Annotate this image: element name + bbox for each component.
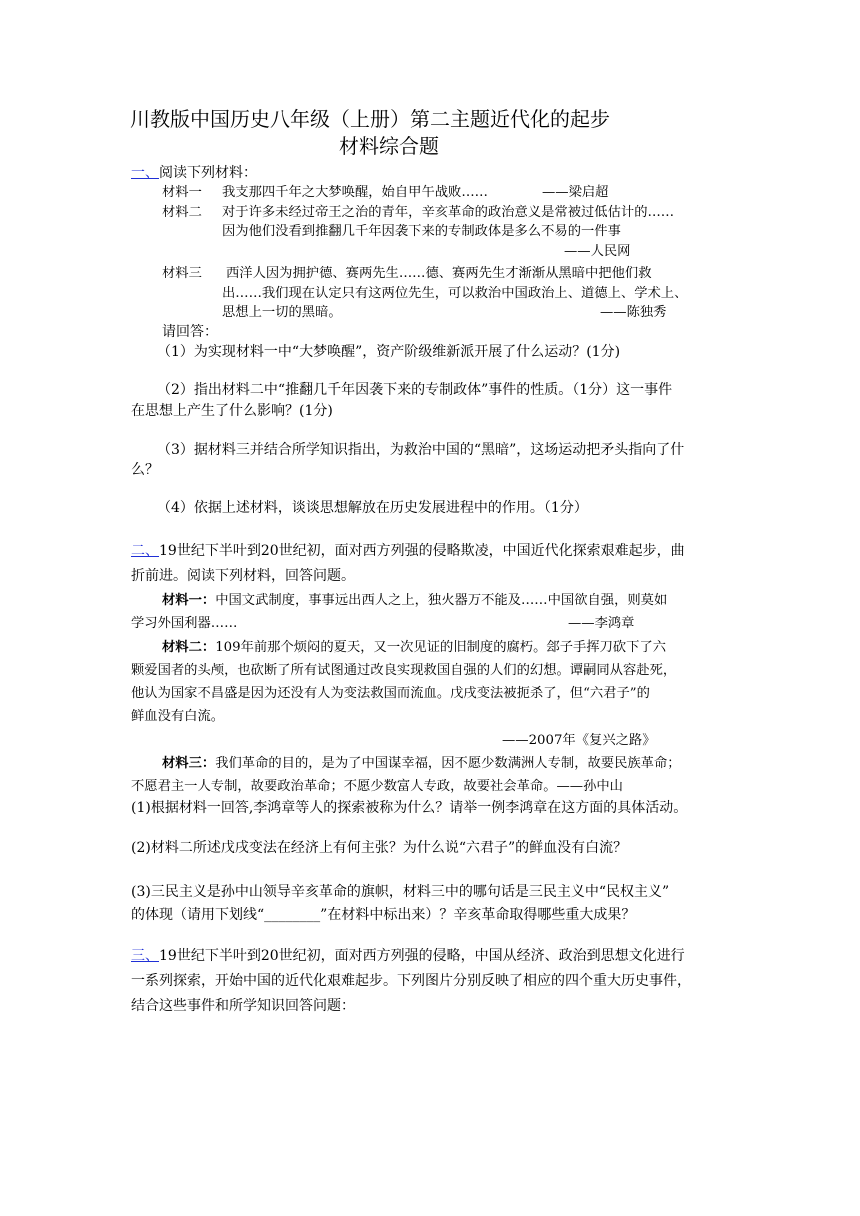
q1-sub3-line2: 么？ [131, 462, 159, 478]
q2-m1-label: 材料一： [162, 593, 216, 608]
q1-m2-source: ——人民网 [564, 244, 631, 259]
q1-sub3-line1: （3）据材料三并结合所学知识指出，为救治中国的“黑暗”，这场运动把矛头指向了什 [157, 442, 685, 458]
q2-m2-line2: 颗爱国者的头颅，也砍断了所有试图通过改良实现救国自强的人们的幻想。谭嗣同从容赴死， [131, 663, 677, 678]
q1-m1-source: ——梁启超 [542, 185, 609, 200]
q3-intro-line1: 三、19世纪下半叶到20世纪初，面对西方列强的侵略，中国从经济、政治到思想文化进行 [131, 948, 685, 964]
q2-number: 二、 [131, 543, 159, 559]
q1-m3-text-1: 西洋人因为拥护德、赛两先生……德、赛两先生才渐渐从黑暗中把他们救 [226, 266, 652, 281]
q1-sub2-line1: （2）指出材料二中“推翻几千年因袭下来的专制政体”事件的性质。（1分）这一事件 [157, 382, 673, 398]
q3-number: 三、 [131, 948, 159, 964]
q1-m3-text-2: 出……我们现在认定只有这两位先生，可以救治中国政治上、道德上、学术上、 [222, 286, 688, 301]
q2-m1-source: ——李鸿章 [568, 616, 635, 631]
q2-m3-line2: 不愿君主一人专制，故要政治革命；不愿少数富人专政，故要社会革命。——孙中山 [131, 779, 623, 794]
q2-m2-source: ——2007年《复兴之路》 [502, 733, 656, 748]
q1-m2-text-2: 因为他们没看到推翻几千年因袭下来的专制政体是多么不易的一件事 [222, 224, 621, 239]
q3-intro-line2: 一系列探索，开始中国的近代化艰难起步。下列图片分别反映了相应的四个重大历史事件， [131, 973, 691, 989]
q2-m1-line1: 材料一：中国文武制度，事事远出西人之上，独火器万不能及……中国欲自强，则莫如 [162, 593, 668, 608]
q2-sub2: (2)材料二所述戊戌变法在经济上有何主张？为什么说“六君子”的鲜血没有白流？ [131, 840, 628, 856]
q1-ask: 请回答： [162, 324, 218, 340]
q1-m2-label: 材料二 [162, 205, 202, 220]
q1-intro: 阅读下列材料： [159, 165, 257, 181]
q1-m3-text-3: 思想上一切的黑暗。 [222, 305, 342, 320]
q1-m3-source: ——陈独秀 [600, 305, 667, 320]
q1-sub4: （4）依据上述材料，谈谈思想解放在历史发展进程中的作用。（1分） [157, 500, 588, 516]
q1-header [131, 163, 257, 183]
document-title: 川教版中国历史八年级（上册）第二主题近代化的起步 [130, 107, 610, 131]
q1-sub1: （1）为实现材料一中“大梦唤醒”，资产阶级维新派开展了什么运动？(1分) [157, 344, 621, 360]
q1-m2-text-1: 对于许多未经过帝王之治的青年，辛亥革命的政治意义是常被过低估计的…… [222, 205, 675, 220]
q1-sub2-line2: 在思想上产生了什么影响？(1分) [131, 403, 333, 419]
q2-sub3-line2: 的体现（请用下划线“________”在材料中标出来）？辛亥革命取得哪些重大成果？ [131, 907, 636, 923]
q2-sub1: (1)根据材料一回答,李鸿章等人的探索被称为什么？请举一例李鸿章在这方面的具体活动。 [131, 800, 688, 816]
q2-m2-line4: 鲜血没有白流。 [131, 709, 225, 724]
q2-m3-label: 材料三： [162, 756, 216, 771]
q3-intro-line3: 结合这些事件和所学知识回答问题： [131, 998, 355, 1014]
q1-m3-label: 材料三 [162, 266, 202, 281]
q2-sub3-line1: (3)三民主义是孙中山领导辛亥革命的旗帜，材料三中的哪句话是三民主义中“民权主义” [131, 884, 670, 900]
q2-m2-line1: 材料二：109年前那个烦闷的夏天，又一次见证的旧制度的腐朽。郐子手挥刀砍下了六 [162, 640, 667, 655]
q2-m2-line3: 他认为国家不昌盛是因为还没有人为变法救国而流血。戊戌变法被扼杀了，但“六君子”的 [131, 686, 650, 701]
q2-m1-line2: 学习外国利器…… [131, 616, 238, 631]
q2-intro-line2: 折前进。阅读下列材料，回答问题。 [131, 568, 355, 584]
q2-m2-label: 材料二： [162, 640, 216, 655]
document-subtitle: 材料综合题 [339, 134, 439, 158]
q1-m1-text: 我支那四千年之大梦唤醒，始自甲午战败…… [222, 185, 488, 200]
q1-number: 一、 [131, 165, 159, 181]
q1-m1-label: 材料一 [162, 185, 202, 200]
q2-intro-line1: 二、19世纪下半叶到20世纪初，面对西方列强的侵略欺凌，中国近代化探索艰难起步，曲 [131, 543, 685, 559]
q2-m3-line1: 材料三：我们革命的目的，是为了中国谋幸福，因不愿少数满洲人专制，故要民族革命； [162, 756, 681, 771]
